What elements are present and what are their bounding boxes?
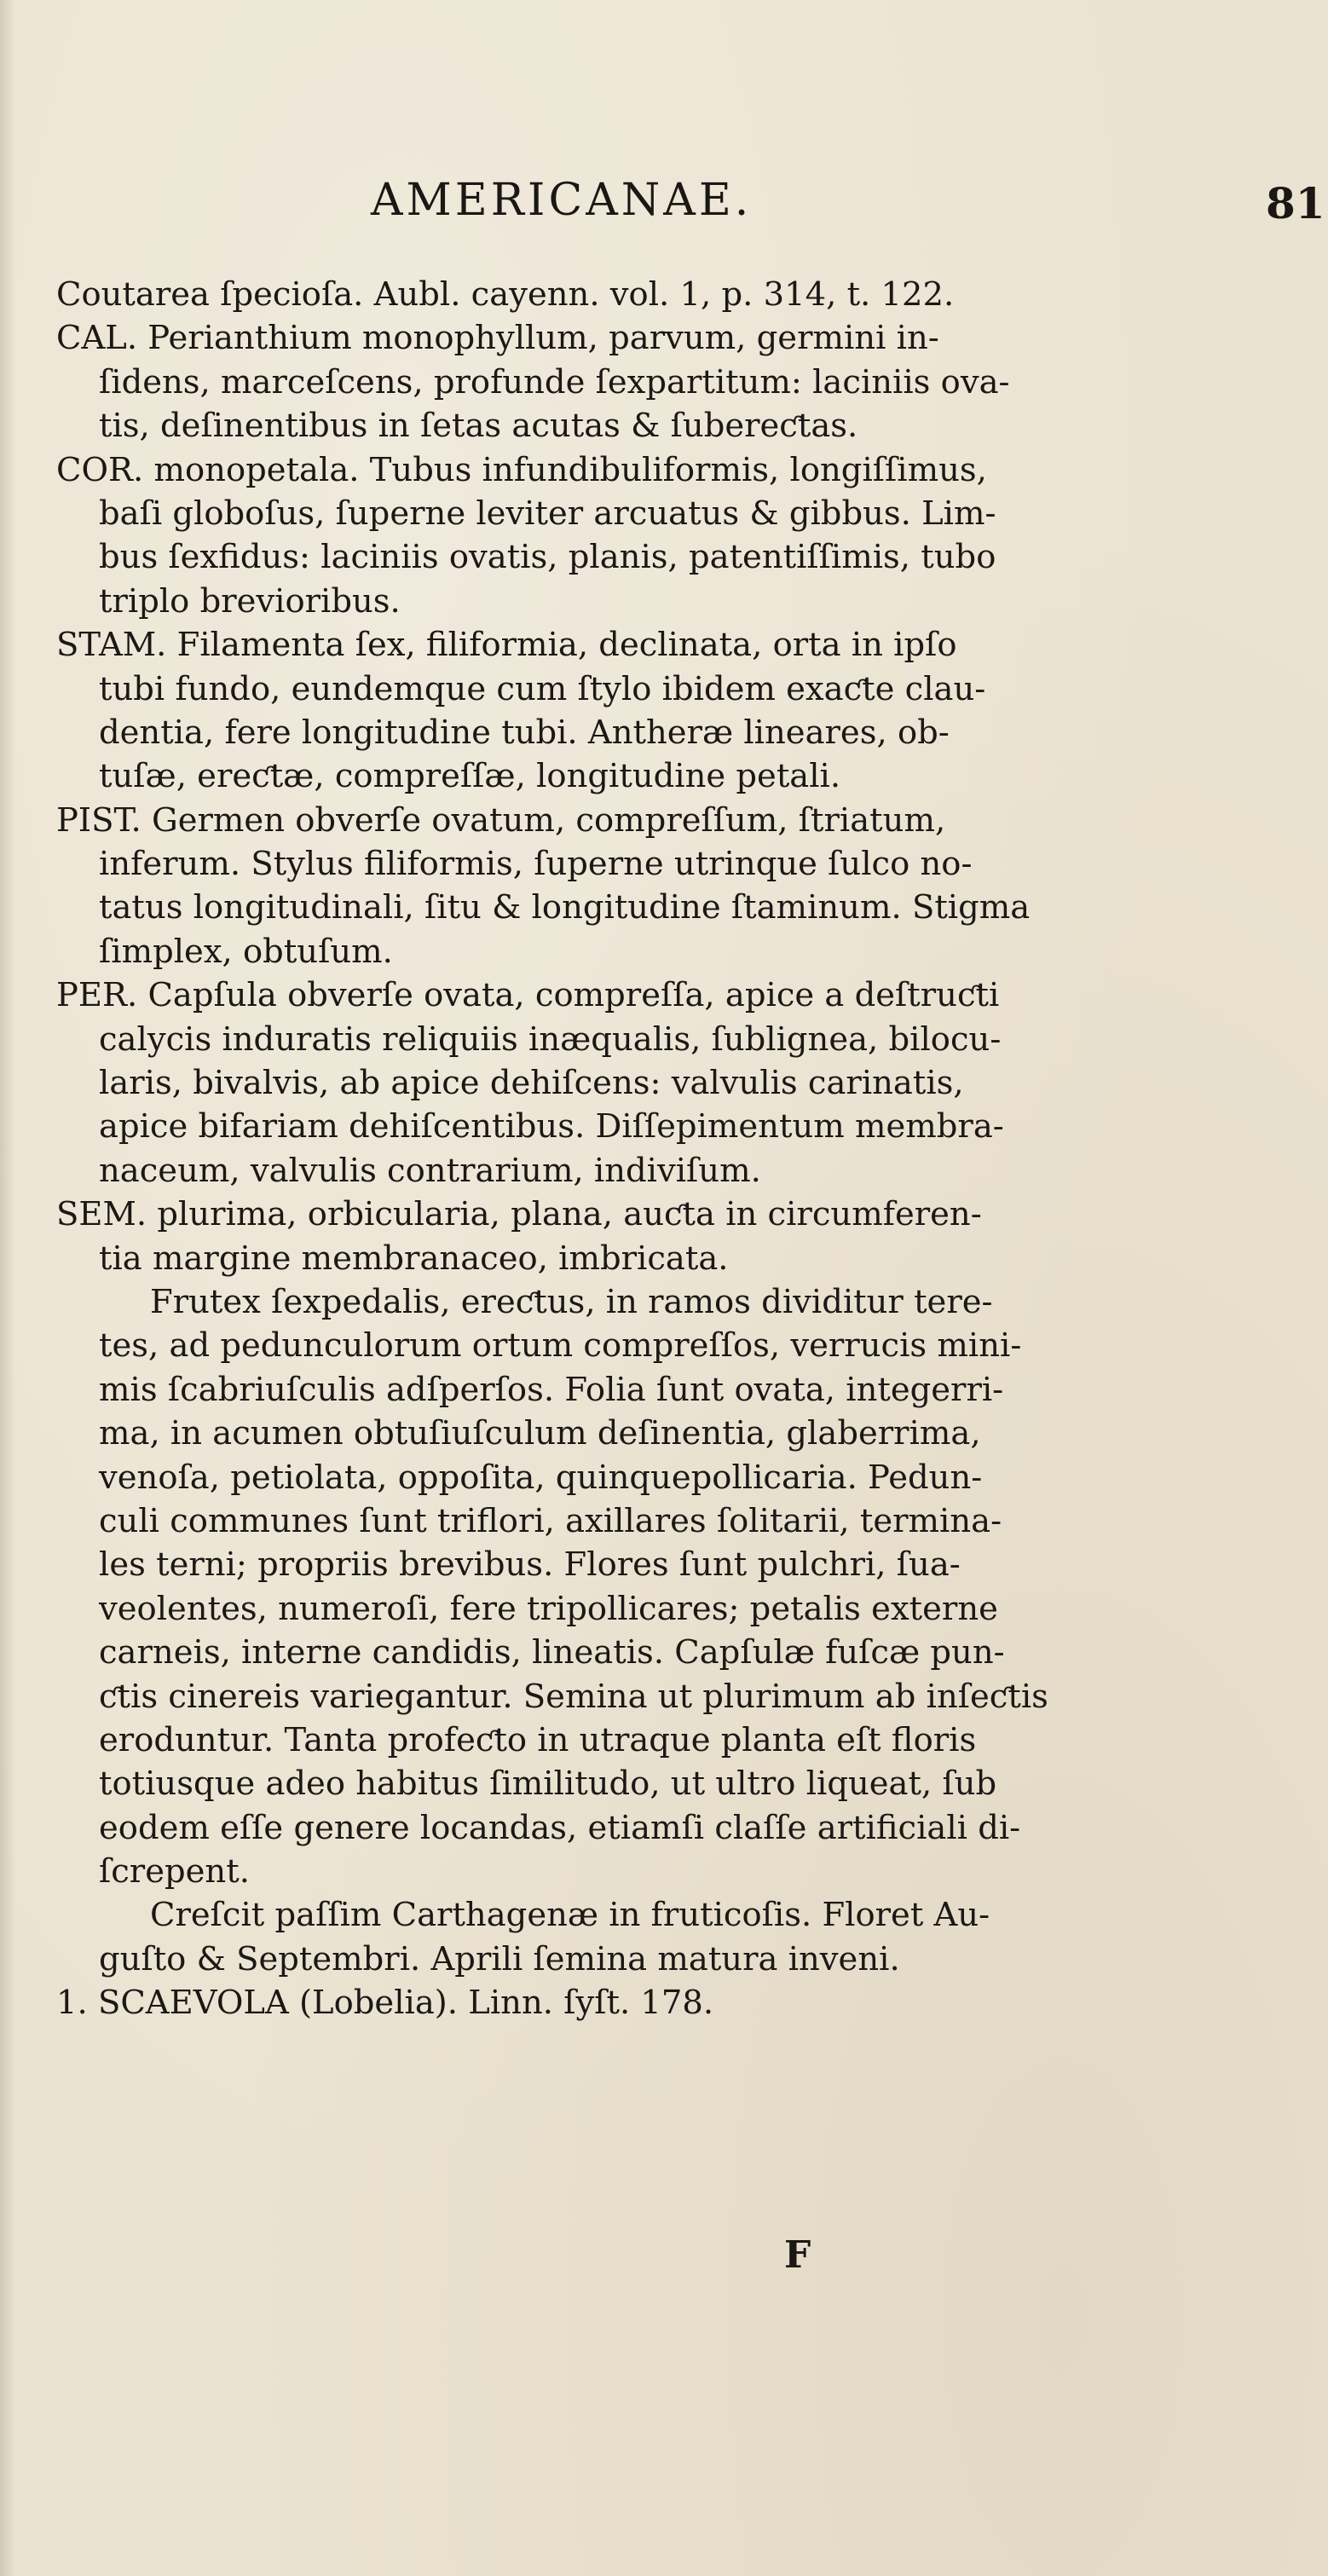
- text-line: tubi fundo, eundemque cum ſtylo ibidem exaƈte clau-: [99, 669, 986, 708]
- text-line: baſi globoſus, ſuperne leviter arcuatus & gibbus. Lim-: [99, 494, 996, 533]
- text-line: veolentes, numeroſi, fere tripollicares; petalis externe: [99, 1589, 998, 1628]
- text-line: Frutex ſexpedalis, ereƈtus, in ramos dividitur tere-: [150, 1282, 993, 1321]
- text-line: CAL. Perianthium monophyllum, parvum, germini in-: [56, 319, 939, 358]
- text-line: COR. monopetala. Tubus infundibuliformis, longiſſimus,: [56, 450, 987, 489]
- text-line: inferum. Stylus filiformis, ſuperne utrinque ſulco no-: [99, 845, 973, 884]
- text-line: totiusque adeo habitus ſimilitudo, ut ultro liqueat, ſub: [99, 1765, 997, 1804]
- text-line: mis ſcabriuſculis adſperſos. Folia ſunt ovata, integerri-: [99, 1370, 1004, 1409]
- text-line: venoſa, petiolata, oppoſita, quinquepollicaria. Pedun-: [99, 1458, 983, 1497]
- text-line: ſidens, marceſcens, profunde ſexpartitum: laciniis ova-: [99, 362, 1010, 401]
- text-line: tes, ad pedunculorum ortum compreſſos, verrucis mini-: [99, 1326, 1022, 1366]
- text-line: 1. SCAEVOLA (Lobelia). Linn. ſyſt. 178.: [56, 1984, 714, 2023]
- text-line: laris, bivalvis, ab apice dehiſcens: valvulis carinatis,: [99, 1064, 964, 1103]
- text-line: tatus longitudinali, ſitu & longitudine ſtaminum. Stigma: [99, 888, 1031, 927]
- text-line: eroduntur. Tanta profeƈto in utraque planta eſt floris: [99, 1720, 977, 1759]
- text-line: STAM. Filamenta ſex, filiformia, declinata, orta in ipſo: [56, 626, 957, 665]
- page-number: 81: [1266, 178, 1325, 228]
- text-line: tia margine membranaceo, imbricata.: [99, 1239, 729, 1278]
- text-line: triplo brevioribus.: [99, 581, 401, 621]
- text-line: naceum, valvulis contrarium, indiviſum.: [99, 1151, 761, 1190]
- text-line: SEM. plurima, orbicularia, plana, auƈta in circumferen-: [56, 1195, 982, 1234]
- text-line: eodem eſſe genere locandas, etiamſi claſſe artificiali di-: [99, 1808, 1021, 1847]
- text-line: ƈtis cinereis variegantur. Semina ut plurimum ab inſeƈtis: [99, 1677, 1048, 1716]
- catchword: F: [784, 2233, 811, 2277]
- text-line: tis, deſinentibus in ſetas acutas & ſubereƈtas.: [99, 407, 858, 446]
- text-line: Creſcit paſſim Carthagenæ in fruticoſis. Floret Au-: [150, 1896, 990, 1935]
- text-line: ſimplex, obtuſum.: [99, 932, 393, 971]
- running-head: [0, 175, 1328, 234]
- text-line: calycis induratis reliquiis inæqualis, ſublignea, bilocu-: [99, 1019, 1002, 1059]
- text-line: les terni; propriis brevibus. Flores ſunt pulchri, ſua-: [99, 1545, 961, 1585]
- text-line: ma, in acumen obtuſiuſculum deſinentia, glaberrima,: [99, 1414, 981, 1453]
- text-line: Coutarea ſpecioſa. Aubl. cayenn. vol. 1, p. 314, t. 122.: [56, 275, 955, 314]
- main-text: [56, 273, 1156, 2025]
- text-line: bus ſexfidus: laciniis ovatis, planis, patentiſſimis, tubo: [99, 538, 996, 577]
- text-line: guſto & Septembri. Aprili ſemina matura inveni.: [99, 1939, 900, 1978]
- text-line: dentia, fere longitudine tubi. Antheræ lineares, ob-: [99, 713, 950, 752]
- text-line: apice bifariam dehiſcentibus. Diſſepimentum membra-: [99, 1107, 1004, 1146]
- text-line: tuſæ, ereƈtæ, compreſſæ, longitudine petali.: [99, 757, 841, 796]
- binding-shadow: [0, 0, 15, 2576]
- text-line: carneis, interne candidis, lineatis. Capſulæ fuſcæ pun-: [99, 1633, 1005, 1672]
- text-line: culi communes ſunt triflori, axillares ſolitarii, termina-: [99, 1501, 1002, 1540]
- page-header-title: AMERICANAE.: [371, 175, 753, 226]
- text-line: ſcrepent.: [99, 1852, 250, 1892]
- text-line: PER. Capſula obverſe ovata, compreſſa, apice a deſtruƈti: [56, 976, 1000, 1015]
- text-line: PIST. Germen obverſe ovatum, compreſſum, ſtriatum,: [56, 800, 946, 840]
